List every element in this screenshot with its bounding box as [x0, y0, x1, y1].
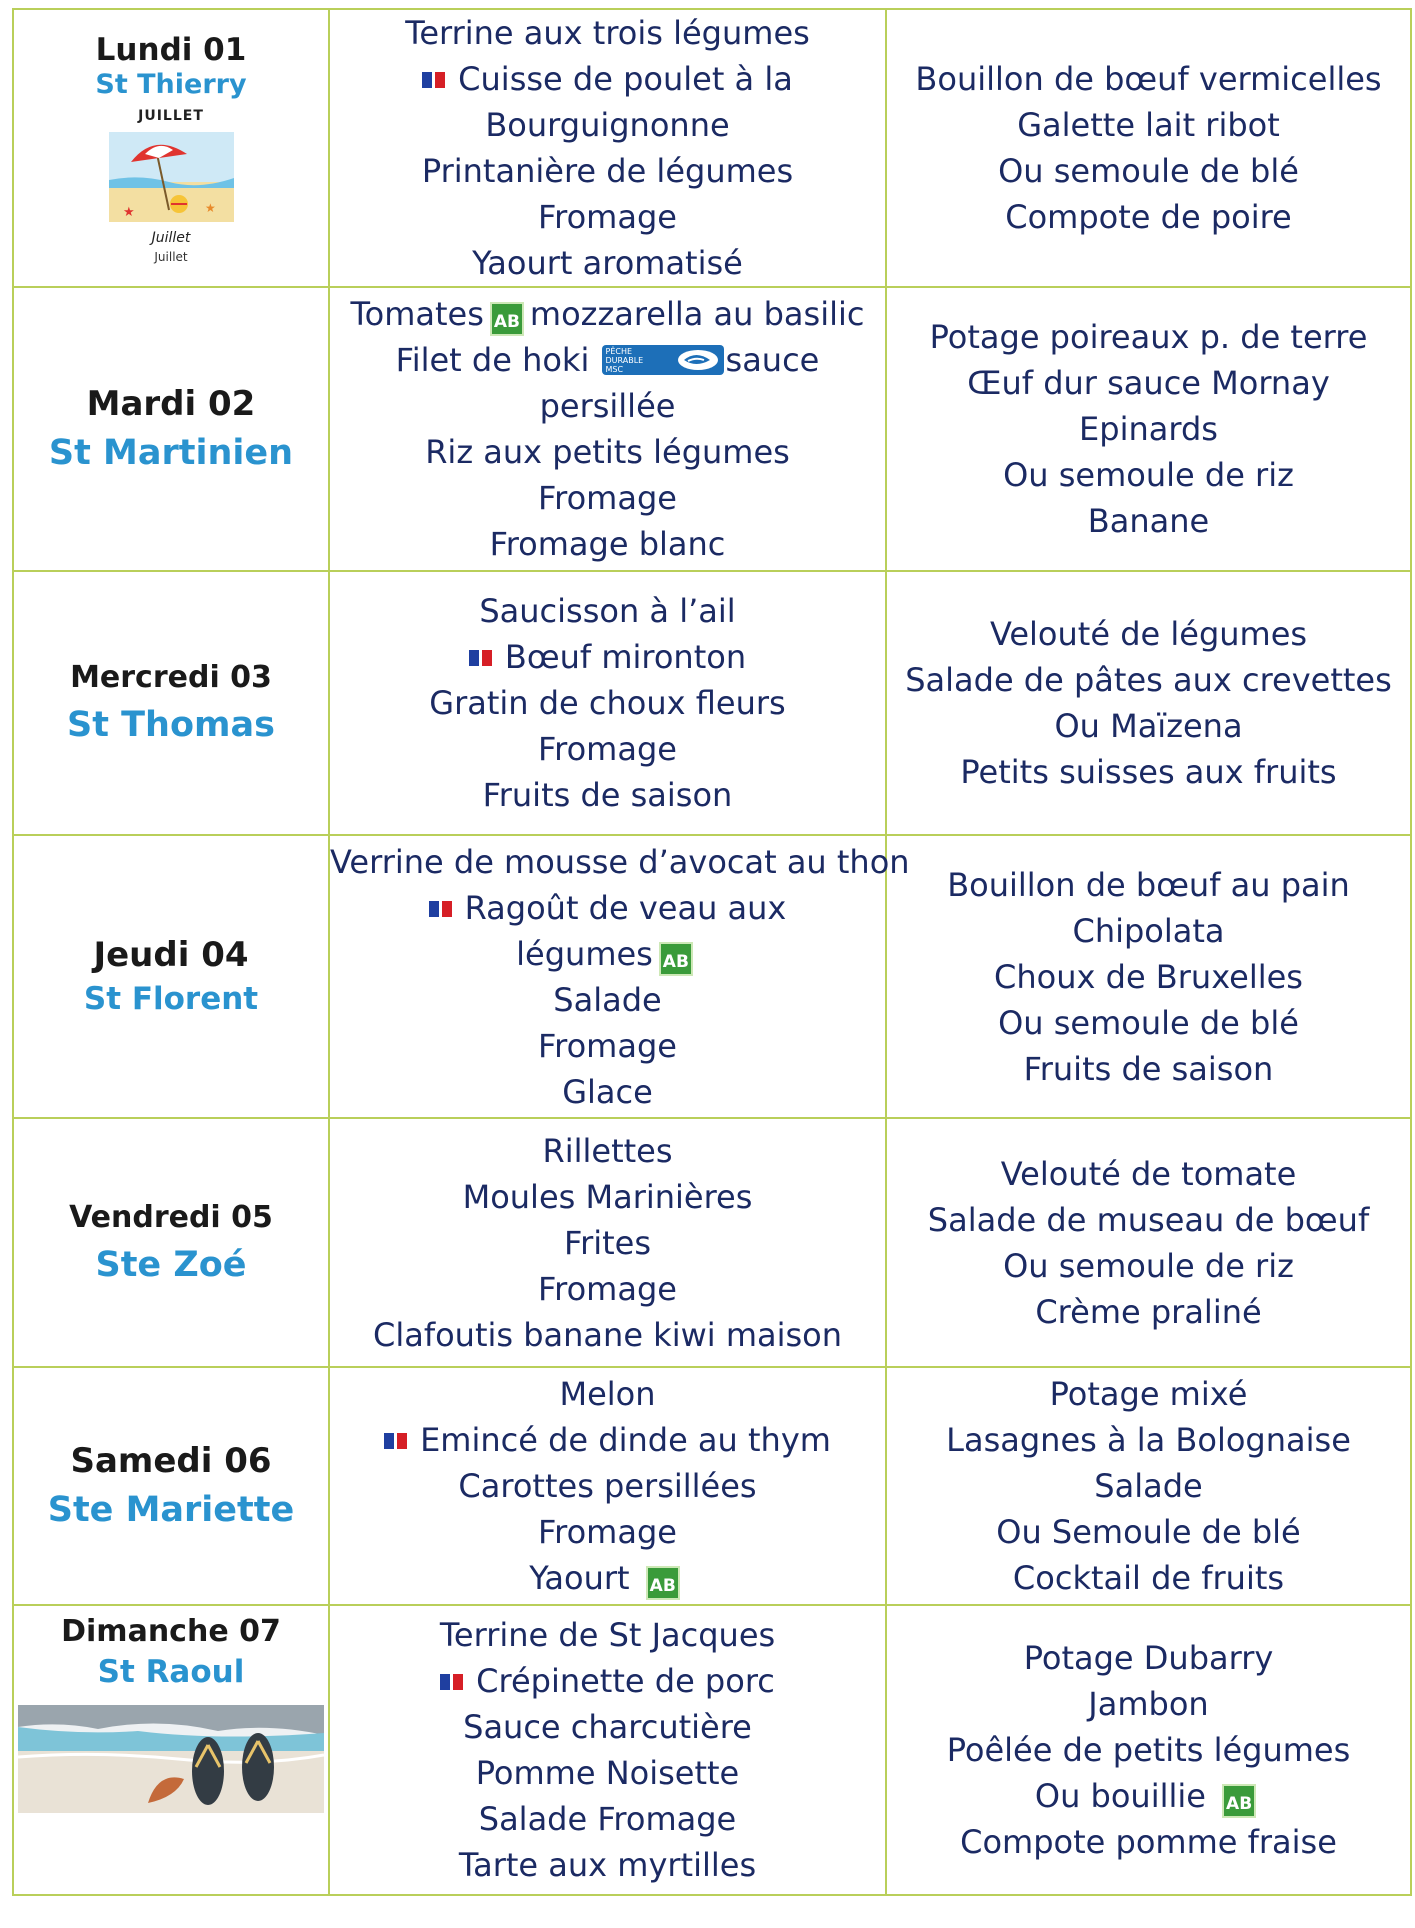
dish: Potage poireaux p. de terre — [929, 318, 1368, 356]
organic-ab-icon: AB — [659, 942, 693, 976]
dish: Fromage — [538, 730, 677, 768]
day-name: Mercredi 03 — [70, 660, 272, 695]
dish: Velouté de tomate — [1000, 1154, 1297, 1193]
dish: Pomme Noisette — [475, 1754, 740, 1792]
dish: légumes — [516, 934, 653, 973]
dish: Lasagnes à la Bolognaise — [946, 1421, 1351, 1459]
dish: Filet de hoki — [395, 341, 590, 379]
lunch-cell — [329, 1367, 886, 1605]
dish: Riz aux petits légumes — [425, 433, 790, 471]
dish: Melon — [559, 1375, 656, 1413]
dish: Cocktail de fruits — [1012, 1559, 1285, 1597]
day-cell — [13, 287, 329, 571]
dish: Clafoutis banane kiwi maison — [372, 1315, 843, 1354]
dish: Rillettes — [542, 1131, 673, 1170]
dish: Compote de poire — [1005, 198, 1292, 236]
dish: Salade — [1094, 1467, 1203, 1505]
lunch-cell — [329, 9, 886, 287]
menu-sheet — [12, 8, 1410, 1928]
dish: Printanière de légumes — [421, 152, 794, 190]
dish: mozzarella au basilic — [529, 295, 865, 333]
french-flag-icon — [384, 1433, 406, 1449]
dish: Terrine aux trois légumes — [405, 14, 810, 52]
dinner-cell — [886, 1605, 1411, 1895]
month-label: JUILLET — [138, 107, 204, 124]
dish: Galette lait ribot — [1017, 106, 1280, 144]
day-name: Dimanche 07 — [61, 1614, 281, 1649]
lunch-cell — [329, 1605, 886, 1895]
dish: Verrine de mousse d’avocat au thon — [330, 842, 910, 881]
dish: Bouillon de bœuf au pain — [947, 865, 1350, 904]
dish: Salade — [553, 980, 662, 1019]
month-label-script: Juillet — [151, 229, 191, 246]
dish: Fromage — [538, 198, 677, 236]
day-name: Lundi 01 — [95, 32, 247, 69]
day-name: Samedi 06 — [70, 1440, 272, 1481]
french-flag-icon — [440, 1674, 462, 1690]
dinner-cell — [886, 1118, 1411, 1367]
day-name: Jeudi 04 — [93, 934, 249, 975]
lunch-cell — [329, 835, 910, 1118]
month-label-small: Juillet — [154, 249, 188, 264]
menu-row-dimanche — [13, 1605, 1411, 1895]
organic-ab-icon: AB — [1222, 1784, 1256, 1818]
dish: Glace — [562, 1072, 653, 1111]
french-flag-icon — [422, 72, 444, 88]
dish: Poêlée de petits légumes — [946, 1731, 1351, 1769]
dish: Ou semoule de blé — [998, 152, 1299, 190]
dinner-cell — [886, 9, 1411, 287]
dish: Fromage blanc — [489, 525, 726, 563]
dish: Fruits de saison — [482, 776, 733, 814]
organic-ab-icon: AB — [490, 302, 524, 336]
dish: Terrine de St Jacques — [439, 1616, 776, 1654]
svg-text:★: ★ — [122, 204, 135, 220]
dish: Jambon — [1088, 1685, 1209, 1723]
beach-flip-flops-photo — [18, 1705, 324, 1813]
dish: Bourguignonne — [485, 106, 730, 144]
msc-sustainable-fishing-icon — [602, 345, 724, 375]
dish: Fromage — [538, 479, 677, 517]
saint-name: Ste Mariette — [47, 1490, 295, 1531]
dish: Potage Dubarry — [1023, 1639, 1274, 1677]
dish: Ou semoule de riz — [1003, 456, 1294, 494]
day-name: Vendredi 05 — [69, 1199, 273, 1235]
saint-name: St Thomas — [67, 705, 275, 745]
saint-name: St Martinien — [48, 433, 294, 474]
dish: Compote pomme fraise — [960, 1823, 1337, 1861]
dish: Ragoût de veau aux — [464, 888, 787, 927]
dinner-cell — [886, 287, 1411, 571]
menu-row-mardi — [13, 287, 1411, 571]
msc-label: PÊCHE — [605, 347, 633, 356]
dish: Ou semoule de blé — [998, 1003, 1299, 1042]
menu-row-mercredi — [13, 571, 1411, 835]
dinner-cell — [886, 1367, 1411, 1605]
dish: Fromage — [538, 1026, 677, 1065]
dish: Tarte aux myrtilles — [458, 1846, 757, 1884]
day-cell — [13, 9, 329, 287]
dish: Choux de Bruxelles — [994, 957, 1303, 996]
dish: Salade de pâtes aux crevettes — [905, 661, 1392, 699]
dish: persillée — [539, 387, 676, 425]
day-name: Mardi 02 — [86, 383, 256, 424]
menu-row-samedi — [13, 1367, 1411, 1605]
saint-name: St Thierry — [95, 69, 247, 101]
dish: Ou bouillie — [1034, 1777, 1206, 1815]
day-cell — [13, 835, 329, 1118]
dinner-cell — [886, 571, 1411, 835]
day-cell — [13, 571, 329, 835]
dish: Velouté de légumes — [989, 615, 1308, 653]
dish: Banane — [1087, 502, 1210, 540]
dish: Bouillon de bœuf vermicelles — [915, 60, 1382, 98]
dish: Yaourt aromatisé — [472, 244, 743, 282]
saint-name: St Florent — [83, 981, 259, 1018]
dish: Crépinette de porc — [476, 1662, 775, 1700]
dish: Petits suisses aux fruits — [960, 753, 1337, 791]
dinner-cell — [886, 835, 1411, 1118]
dish: Ou semoule de riz — [1003, 1246, 1294, 1285]
day-cell — [13, 1367, 329, 1605]
dish: Crème praliné — [1035, 1292, 1262, 1331]
menu-row-lundi — [13, 9, 1411, 287]
dish: Saucisson à l’ail — [479, 592, 736, 630]
organic-ab-icon: AB — [646, 1566, 680, 1600]
dish: Bœuf mironton — [504, 638, 747, 676]
summer-beach-illustration — [109, 132, 234, 222]
french-flag-icon — [429, 901, 451, 917]
dish: Ou Maïzena — [1054, 707, 1243, 745]
dish: Fromage — [538, 1269, 677, 1308]
dish: Tomates — [350, 295, 484, 333]
dish: Œuf dur sauce Mornay — [967, 364, 1330, 402]
saint-name: Ste Zoé — [95, 1244, 247, 1285]
lunch-cell — [329, 1118, 886, 1367]
dish: Frites — [563, 1223, 652, 1262]
dish: Epinards — [1079, 410, 1218, 448]
dish: Ou Semoule de blé — [996, 1513, 1301, 1551]
lunch-cell — [329, 571, 886, 835]
menu-row-jeudi — [13, 835, 1411, 1118]
dish: Potage mixé — [1049, 1375, 1248, 1413]
saint-name: St Raoul — [97, 1654, 245, 1690]
dish: Salade Fromage — [478, 1800, 737, 1838]
dish: sauce — [725, 341, 820, 379]
dish: Fromage — [538, 1513, 677, 1551]
dish: Moules Marinières — [462, 1177, 753, 1216]
svg-text:★: ★ — [204, 200, 216, 215]
msc-label: DURABLE — [605, 356, 644, 365]
dish: Gratin de choux fleurs — [429, 684, 786, 722]
french-flag-icon — [469, 650, 491, 666]
weekly-menu-table — [12, 8, 1412, 1896]
lunch-cell — [329, 287, 886, 571]
dish: Yaourt — [529, 1559, 630, 1597]
dish: Chipolata — [1072, 911, 1225, 950]
dish: Cuisse de poulet à la — [458, 60, 793, 98]
dish: Carottes persillées — [458, 1467, 757, 1505]
dish: Fruits de saison — [1023, 1049, 1274, 1088]
menu-row-vendredi — [13, 1118, 1411, 1367]
dish: Emincé de dinde au thym — [420, 1421, 831, 1459]
day-cell — [13, 1605, 329, 1895]
dish: Salade de museau de bœuf — [927, 1200, 1370, 1239]
msc-label: MSC — [605, 365, 624, 374]
day-cell — [13, 1118, 329, 1367]
dish: Sauce charcutière — [463, 1708, 752, 1746]
